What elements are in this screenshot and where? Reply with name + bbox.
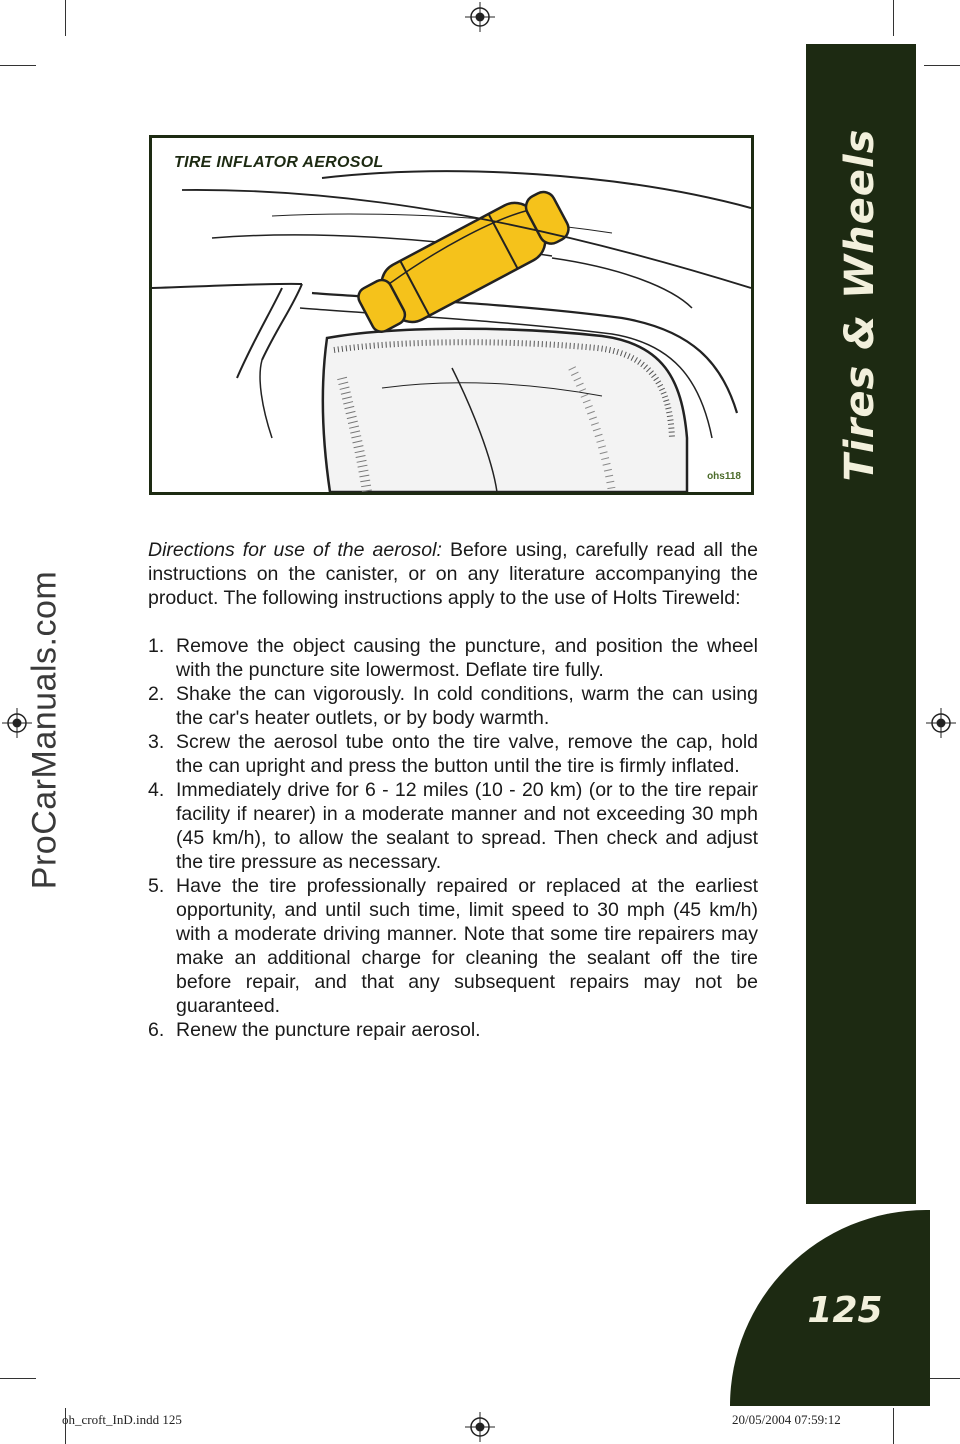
step-text: Have the tire professionally repaired or replaced at the earliest opportunity, and until such time, limit speed to 30 mph (45 km/h) with a moderate driving manner. Note that some tire repairers may make an additional charge for cleaning the sealant off the tire before repair, and that any subsequent repairs may not be guaranteed. <box>176 875 758 1017</box>
crop-mark <box>0 1378 36 1379</box>
crop-mark <box>893 0 894 36</box>
step-text: Shake the can vigorously. In cold conditions, warm the can using the car's heater outlets, or by body warmth. <box>176 683 758 729</box>
crop-mark <box>893 1408 894 1444</box>
list-item <box>148 682 758 730</box>
section-title <box>800 110 920 500</box>
intro-text: Before using, carefully read all the instructions on the canister, or on any literature accompanying the product. The following instructions apply to the use of Holts Tireweld: <box>148 539 758 609</box>
list-item <box>148 634 758 682</box>
crop-mark <box>924 65 960 66</box>
watermark-text: ProCarManuals.com <box>25 570 64 890</box>
step-number: 3. <box>148 731 165 753</box>
intro-lead: Directions for use of the aerosol: <box>148 539 442 561</box>
instructions-body <box>148 538 758 1042</box>
footer-file: oh_croft_InD.indd 125 <box>62 1412 182 1427</box>
page-number: 125 <box>807 1290 883 1331</box>
crop-mark <box>65 0 66 36</box>
section-title-text: Tires & Wheels <box>837 128 883 482</box>
step-text: Immediately drive for 6 - 12 miles (10 - 20 km) (or to the tire repair facility if nearer) in a moderate manner and not exceeding 30 mph (45 km/h), to allow the sealant to spread. Then check and adjust the tire pressure as necessary. <box>176 779 758 873</box>
tire-inflator-illustration <box>152 138 751 492</box>
step-number: 6. <box>148 1019 165 1041</box>
aerosol-canister <box>352 183 575 341</box>
intro-paragraph <box>148 538 758 610</box>
step-number: 2. <box>148 683 165 705</box>
step-text: Screw the aerosol tube onto the tire valve, remove the cap, hold the can upright and press the button until the tire is firmly inflated. <box>176 731 758 777</box>
watermark <box>0 520 90 940</box>
registration-mark-icon <box>926 708 956 738</box>
step-text: Remove the object causing the puncture, and position the wheel with the puncture site lowermost. Deflate tire fully. <box>176 635 758 681</box>
figure-code: ohs118 <box>707 471 741 482</box>
registration-mark-icon <box>465 2 495 32</box>
step-number: 4. <box>148 779 165 801</box>
figure-title: TIRE INFLATOR AEROSOL <box>174 154 384 171</box>
registration-mark-icon <box>465 1412 495 1442</box>
list-item <box>148 1018 758 1042</box>
list-item <box>148 874 758 1018</box>
illustration-frame <box>149 135 754 495</box>
step-number: 5. <box>148 875 165 897</box>
list-item <box>148 730 758 778</box>
crop-mark <box>0 65 36 66</box>
steps-list <box>148 634 758 1042</box>
list-item <box>148 778 758 874</box>
step-number: 1. <box>148 635 165 657</box>
step-text: Renew the puncture repair aerosol. <box>176 1019 481 1041</box>
footer-date: 20/05/2004 07:59:12 <box>732 1412 841 1427</box>
